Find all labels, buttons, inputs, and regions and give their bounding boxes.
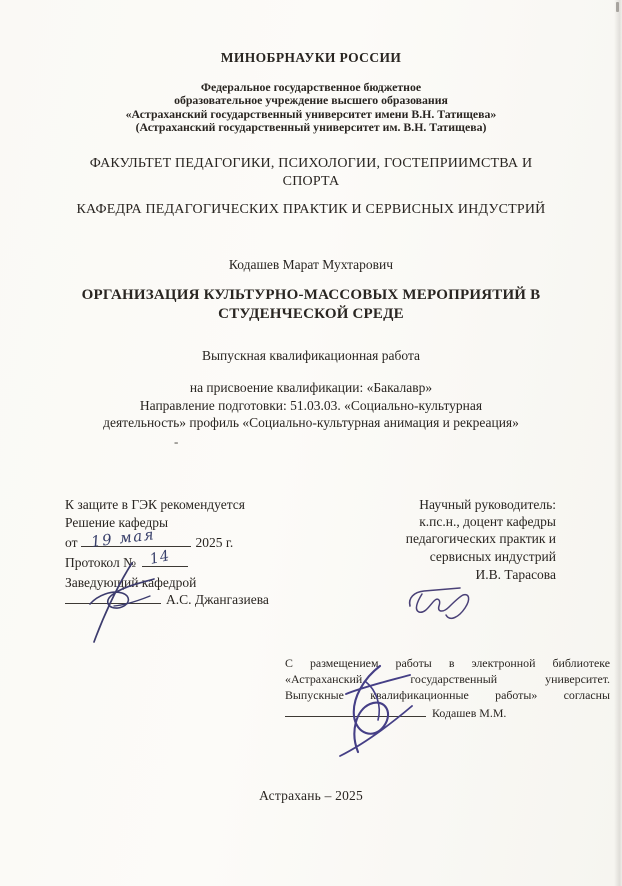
stray-pen-mark: - bbox=[174, 434, 179, 449]
thesis-title-line: СТУДЕНЧЕСКОЙ СРЕДЕ bbox=[218, 305, 404, 322]
qualification-line: Направление подготовки: 51.03.03. «Социально-культурная bbox=[139, 397, 483, 413]
handwritten-date: 19 мая bbox=[90, 525, 157, 551]
head-of-department-label: Заведующий кафедрой bbox=[65, 574, 197, 590]
institution-line: образовательное учреждение высшего образования bbox=[174, 93, 448, 108]
work-type: Выпускная квалификационная работа bbox=[201, 348, 420, 363]
city-year-footer: Астрахань – 2025 bbox=[259, 788, 363, 803]
supervisor-block bbox=[406, 496, 556, 583]
supervisor-position-line: педагогических практик и bbox=[405, 531, 556, 547]
supervisor-name: И.В. Тарасова bbox=[475, 566, 556, 582]
consent-line: «Астраханский государственный университет. bbox=[285, 672, 610, 687]
date-blank-line bbox=[81, 525, 191, 551]
institution-line: Федеральное государственное бюджетное bbox=[200, 80, 422, 94]
protocol-blank-line bbox=[142, 547, 188, 568]
head-of-department-name: А.С. Джангазиева bbox=[166, 592, 269, 607]
qualification-block bbox=[0, 379, 622, 432]
supervisor-label: Научный руководитель: bbox=[419, 497, 556, 512]
protocol-label: Протокол № bbox=[65, 555, 136, 570]
consent-signature-row bbox=[285, 705, 610, 721]
handwritten-protocol-number: 14 bbox=[148, 547, 172, 568]
thesis-title bbox=[0, 286, 622, 323]
institution-line: (Астраханский государственный университет им. В.Н. Татищева) bbox=[135, 120, 487, 135]
consent-author-name: Кодашев М.М. bbox=[432, 705, 507, 720]
thesis-title-line: ОРГАНИЗАЦИЯ КУЛЬТУРНО-МАССОВЫХ МЕРОПРИЯТИЙ В bbox=[81, 287, 541, 303]
approval-block bbox=[65, 496, 355, 609]
faculty-heading bbox=[0, 155, 622, 191]
consent-line: С размещением работы в электронной библиотеке bbox=[285, 656, 610, 670]
supervisor-position-line: к.пс.н., доцент кафедры bbox=[419, 514, 556, 530]
head-signature-line bbox=[65, 603, 161, 604]
qualification-line: на присвоение квалификации: «Бакалавр» bbox=[189, 380, 433, 395]
consent-line: Выпускные квалификационные работы» согласны bbox=[285, 688, 610, 703]
supervisor-position-line: сервисных индустрий bbox=[429, 548, 556, 564]
scan-corner-artifact bbox=[616, 2, 619, 12]
faculty-line: ФАКУЛЬТЕТ ПЕДАГОГИКИ, ПСИХОЛОГИИ, ГОСТЕПРИИМСТВА И bbox=[89, 156, 533, 171]
approval-recommendation: К защите в ГЭК рекомендуется bbox=[65, 497, 246, 512]
department-heading: КАФЕДРА ПЕДАГОГИЧЕСКИХ ПРАКТИК И СЕРВИСНЫХ ИНДУСТРИЙ bbox=[76, 202, 546, 217]
institution-line: «Астраханский государственный университет имени В.Н. Татищева» bbox=[125, 106, 497, 121]
supervisor-signature bbox=[402, 582, 484, 630]
approval-protocol-row bbox=[65, 547, 355, 572]
ministry-heading: МИНОБРНАУКИ РОССИИ bbox=[220, 50, 402, 65]
approval-decision: Решение кафедры bbox=[65, 514, 169, 530]
approval-date-row bbox=[65, 525, 355, 552]
consent-signature-line bbox=[285, 716, 426, 717]
qualification-line: деятельность» профиль «Социально-культурная анимация и рекреация» bbox=[103, 415, 519, 431]
date-suffix: 2025 г. bbox=[195, 534, 234, 550]
faculty-line: СПОРТА bbox=[282, 174, 340, 189]
author-name: Кодашев Марат Мухтарович bbox=[228, 257, 394, 272]
library-consent-block bbox=[285, 655, 610, 721]
head-signature-row bbox=[65, 591, 355, 609]
date-prefix: от bbox=[65, 534, 78, 550]
institution-block bbox=[0, 81, 622, 135]
